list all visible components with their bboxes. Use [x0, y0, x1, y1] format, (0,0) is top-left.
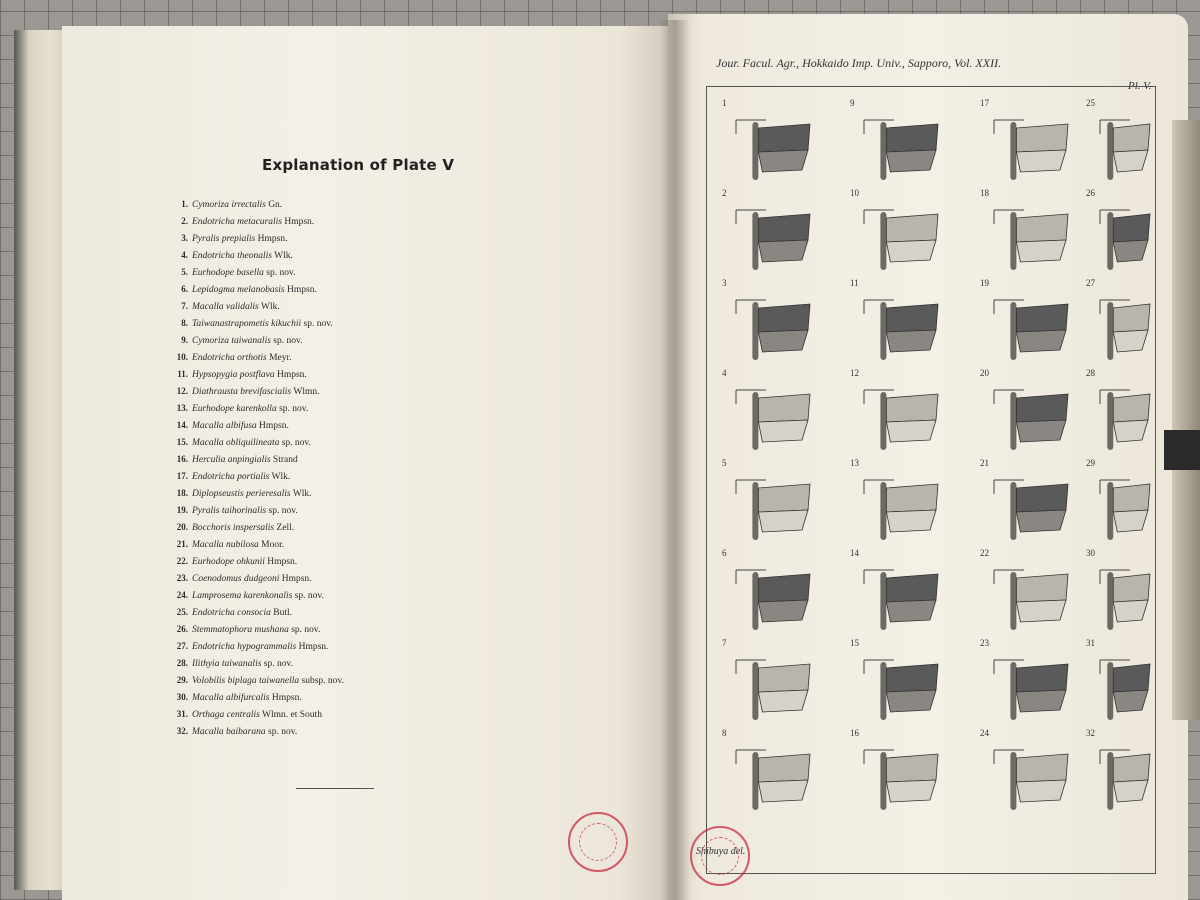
entry-taxon: Pyralis prepialis: [192, 234, 256, 244]
entry-number: 6.: [181, 284, 188, 294]
entry-taxon: Diplopseustis perieresalis: [192, 489, 291, 499]
artist-credit: Shibuya del.: [696, 846, 746, 857]
entry-number: 16.: [176, 454, 188, 464]
entry-number: 5.: [181, 267, 188, 277]
entry-number: 23.: [176, 573, 188, 583]
entry-number: 4.: [181, 250, 188, 260]
moth-illustration-icon: [722, 458, 822, 544]
moth-illustration-icon: [1086, 278, 1162, 364]
species-entry: [168, 281, 344, 298]
species-entry: [168, 553, 344, 570]
species-entry: [168, 638, 344, 655]
entry-number: 19.: [176, 505, 188, 515]
entry-number: 14.: [176, 420, 188, 430]
entry-author: sp. nov.: [266, 268, 296, 278]
entry-author: sp. nov.: [273, 336, 303, 346]
figure-number: 14: [850, 548, 859, 558]
species-entry: [168, 519, 344, 536]
species-entry: [168, 434, 344, 451]
entry-taxon: Orthaga centralis: [192, 710, 260, 720]
figure-number: 6: [722, 548, 727, 558]
moth-illustration-icon: [850, 548, 950, 634]
entry-author: Hmpsn.: [276, 370, 307, 380]
entry-author: Hmpsn.: [284, 217, 315, 227]
entry-number: 30.: [176, 692, 188, 702]
moth-illustration-icon: [850, 188, 950, 274]
entry-number: 28.: [176, 658, 188, 668]
figure-number: 8: [722, 728, 727, 738]
entry-taxon: Eurhodope karenkolla: [192, 404, 277, 414]
page-marker-tab: [1164, 430, 1200, 470]
moth-illustration-icon: [850, 458, 950, 544]
entry-number: 1.: [181, 199, 188, 209]
moth-illustration-icon: [850, 638, 950, 724]
species-entry: [168, 349, 344, 366]
species-entry: [168, 451, 344, 468]
entry-taxon: Endotricha theonalis: [192, 251, 272, 261]
moth-illustration-icon: [980, 188, 1080, 274]
entry-author: sp. nov.: [279, 404, 309, 414]
species-entry: [168, 417, 344, 434]
figure-number: 11: [850, 278, 859, 288]
figure-number: 24: [980, 728, 989, 738]
moth-illustration-icon: [850, 368, 950, 454]
entry-author: Gn.: [268, 200, 283, 210]
figure-number: 3: [722, 278, 727, 288]
species-entry: [168, 332, 344, 349]
entry-author: sp. nov.: [268, 727, 298, 737]
entry-author: Hmpsn.: [267, 557, 298, 567]
entry-number: 25.: [176, 607, 188, 617]
figure-number: 2: [722, 188, 727, 198]
species-entry: [168, 672, 344, 689]
species-entry: [168, 485, 344, 502]
figure-number: 28: [1086, 368, 1095, 378]
moth-illustration-icon: [980, 98, 1080, 184]
species-entry: [168, 706, 344, 723]
figure-number: 9: [850, 98, 855, 108]
species-entry: [168, 723, 344, 740]
species-entry: [168, 400, 344, 417]
divider-line: [296, 788, 374, 789]
moth-illustration-icon: [722, 548, 822, 634]
moth-illustration-icon: [1086, 548, 1162, 634]
entry-author: sp. nov.: [303, 319, 333, 329]
moth-illustration-icon: [722, 188, 822, 274]
entry-author: Hmpsn.: [259, 421, 289, 431]
entry-taxon: Herculia anpingialis: [192, 455, 271, 465]
moth-illustration-icon: [722, 728, 822, 814]
entry-taxon: Cymoriza taiwanalis: [192, 336, 271, 346]
entry-author: subsp. nov.: [301, 676, 344, 686]
entry-taxon: Bocchoris inspersalis: [192, 523, 275, 533]
moth-illustration-icon: [850, 278, 950, 364]
moth-illustration-icon: [980, 458, 1080, 544]
entry-author: Hmpsn.: [281, 574, 312, 584]
moth-illustration-icon: [722, 98, 822, 184]
moth-illustration-icon: [1086, 188, 1162, 274]
entry-taxon: Taiwanastrapometis kikuchii: [192, 319, 302, 329]
entry-number: 18.: [176, 488, 188, 498]
entry-author: Hmpsn.: [287, 285, 317, 295]
entry-author: sp. nov.: [263, 659, 293, 669]
entry-author: Wlmn.: [293, 387, 320, 397]
entry-number: 17.: [176, 471, 188, 481]
entry-author: sp. nov.: [281, 438, 311, 448]
entry-number: 7.: [181, 301, 188, 311]
right-page-edges: [1172, 120, 1200, 720]
library-stamp: [568, 812, 628, 872]
figure-number: 10: [850, 188, 859, 198]
species-entry: [168, 604, 344, 621]
entry-author: Hmpsn.: [257, 234, 288, 244]
entry-number: 13.: [176, 403, 188, 413]
figure-number: 16: [850, 728, 859, 738]
entry-number: 15.: [176, 437, 188, 447]
entry-taxon: Coenodomus dudgeoni: [192, 574, 280, 584]
entry-author: sp. nov.: [291, 625, 321, 635]
entry-taxon: Eurhodope basella: [192, 268, 264, 278]
entry-taxon: Diathrausta brevifascialis: [192, 387, 292, 397]
figure-number: 4: [722, 368, 727, 378]
species-entry: [168, 689, 344, 706]
entry-number: 20.: [176, 522, 188, 532]
figure-number: 25: [1086, 98, 1095, 108]
figure-number: 26: [1086, 188, 1095, 198]
entry-taxon: Macalla nubilosa: [192, 540, 259, 550]
figure-number: 7: [722, 638, 727, 648]
entry-number: 31.: [176, 709, 188, 719]
entry-taxon: Lepidogma melanobasis: [192, 285, 285, 295]
entry-author: Wlk.: [271, 472, 291, 482]
figure-number: 22: [980, 548, 989, 558]
entry-taxon: Endotricha consocia: [192, 608, 271, 618]
book-spine: [660, 20, 690, 900]
moth-illustration-icon: [980, 728, 1080, 814]
species-entry: [168, 655, 344, 672]
moth-illustration-icon: [980, 368, 1080, 454]
moth-illustration-icon: [980, 548, 1080, 634]
library-stamp: [690, 826, 750, 886]
entry-taxon: Endotricha portialis: [192, 472, 270, 482]
species-entry: [168, 366, 344, 383]
entry-number: 10.: [176, 352, 188, 362]
figure-number: 32: [1086, 728, 1095, 738]
entry-number: 26.: [176, 624, 188, 634]
species-entry: [168, 315, 344, 332]
entry-author: Strand: [272, 455, 298, 465]
species-entry: [168, 230, 344, 247]
entry-number: 24.: [176, 590, 188, 600]
moth-illustration-icon: [1086, 728, 1162, 814]
entry-taxon: Endotricha hypogrammalis: [192, 642, 297, 652]
species-entry: [168, 570, 344, 587]
species-entry: [168, 468, 344, 485]
figure-number: 18: [980, 188, 989, 198]
entry-taxon: Ilithyia taiwanalis: [192, 659, 262, 669]
entry-author: Butl.: [273, 608, 293, 618]
entry-taxon: Stemmatophora mushana: [192, 625, 289, 635]
entry-author: Zell.: [276, 523, 295, 533]
plate-label: Pl. V.: [1128, 80, 1152, 92]
moth-illustration-icon: [980, 638, 1080, 724]
entry-number: 3.: [181, 233, 188, 243]
moth-illustration-icon: [1086, 458, 1162, 544]
entry-taxon: Endotricha metacuralis: [192, 217, 282, 227]
entry-taxon: Macalla albifurcalis: [192, 693, 270, 703]
entry-taxon: Pyralis taihorinalis: [192, 506, 267, 516]
figure-number: 5: [722, 458, 727, 468]
moth-illustration-icon: [722, 368, 822, 454]
entry-taxon: Macalla albifusa: [192, 421, 257, 431]
entry-taxon: Volobilis biplaga taiwanella: [192, 676, 300, 686]
figure-number: 17: [980, 98, 989, 108]
entry-author: Wlk.: [292, 489, 312, 499]
figure-number: 1: [722, 98, 727, 108]
moth-illustration-icon: [850, 98, 950, 184]
entry-author: Moor.: [261, 540, 285, 550]
entry-taxon: Macalla baibarana: [192, 727, 266, 737]
entry-number: 32.: [176, 726, 188, 736]
entry-author: Wlk.: [274, 251, 293, 261]
entry-author: Meyr.: [269, 353, 292, 363]
species-entry: [168, 502, 344, 519]
species-entry: [168, 264, 344, 281]
entry-number: 12.: [176, 386, 188, 396]
figure-number: 29: [1086, 458, 1095, 468]
entry-author: sp. nov.: [294, 591, 324, 601]
entry-number: 27.: [176, 641, 188, 651]
figure-number: 15: [850, 638, 859, 648]
species-entry: [168, 196, 344, 213]
moth-illustration-icon: [980, 278, 1080, 364]
entry-author: sp. nov.: [268, 506, 298, 516]
entry-taxon: Macalla obliquilineata: [192, 438, 280, 448]
entry-taxon: Macalla validalis: [192, 302, 259, 312]
entry-author: Hmpsn.: [271, 693, 302, 703]
moth-illustration-icon: [722, 638, 822, 724]
plate-title: Explanation of Plate V: [262, 156, 455, 174]
figure-number: 12: [850, 368, 859, 378]
journal-header: Jour. Facul. Agr., Hokkaido Imp. Univ., Sapporo, Vol. XXII.: [716, 56, 1002, 70]
moth-illustration-icon: [1086, 638, 1162, 724]
species-entry: [168, 587, 344, 604]
figure-number: 27: [1086, 278, 1095, 288]
moth-illustration-icon: [850, 728, 950, 814]
entry-taxon: Hypsopygia postflava: [192, 370, 275, 380]
entry-taxon: Lamprosema karenkonalis: [192, 591, 293, 601]
species-entry: [168, 298, 344, 315]
species-entry: [168, 536, 344, 553]
entry-number: 11.: [177, 369, 188, 379]
figure-number: 31: [1086, 638, 1095, 648]
species-list: [168, 196, 344, 740]
figure-number: 21: [980, 458, 989, 468]
moth-illustration-icon: [722, 278, 822, 364]
entry-author: Wlk.: [260, 302, 280, 312]
species-entry: [168, 247, 344, 264]
entry-number: 21.: [176, 539, 188, 549]
moth-illustration-icon: [1086, 368, 1162, 454]
entry-author: Wlmn. et South: [262, 710, 322, 720]
entry-taxon: Cymoriza irrectalis: [192, 200, 266, 210]
species-entry: [168, 383, 344, 400]
figure-number: 23: [980, 638, 989, 648]
entry-number: 9.: [181, 335, 188, 345]
entry-number: 22.: [176, 556, 188, 566]
figure-number: 20: [980, 368, 989, 378]
moth-illustration-icon: [1086, 98, 1162, 184]
entry-taxon: Endotricha orthotis: [192, 353, 267, 363]
entry-number: 8.: [181, 318, 188, 328]
entry-author: Hmpsn.: [298, 642, 329, 652]
species-entry: [168, 213, 344, 230]
entry-number: 29.: [176, 675, 188, 685]
entry-taxon: Eurhodope ohkunii: [192, 557, 265, 567]
figure-number: 19: [980, 278, 989, 288]
figure-number: 13: [850, 458, 859, 468]
figure-number: 30: [1086, 548, 1095, 558]
species-entry: [168, 621, 344, 638]
entry-number: 2.: [181, 216, 188, 226]
